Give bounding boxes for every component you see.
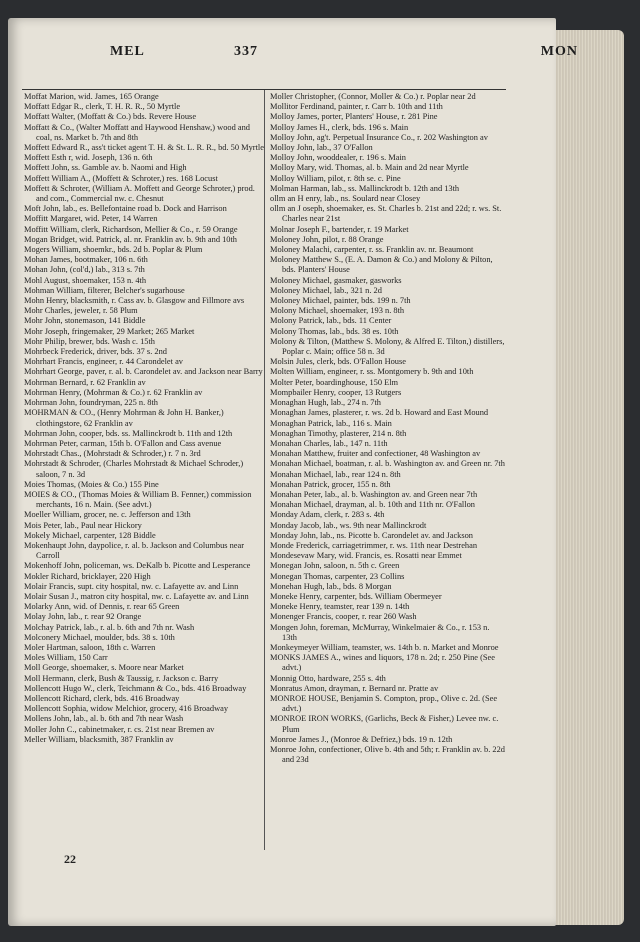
directory-entry: Mogers William, shoemkr., bds. 2d b. Poplar & Plum: [24, 245, 203, 255]
directory-entry: Monaghan Patrick, lab., 116 s. Main: [270, 418, 392, 428]
directory-entry: Monaghan Timothy, plasterer, 214 n. 8th: [270, 428, 407, 438]
directory-entry: MOHRMAN & CO., (Henry Mohrman & John H. Banker,) clothingstore, 62 Franklin av: [24, 408, 224, 428]
directory-entry: Monnig Otto, hardware, 255 s. 4th: [270, 673, 386, 683]
page-number: 337: [234, 44, 258, 59]
directory-entry: Monratus Amon, drayman, r. Bernard nr. Pratte av: [270, 683, 439, 693]
directory-entry: Moloney Michael, lab., 321 n. 2d: [270, 285, 382, 295]
directory-entry: Moneke Henry, teamster, rear 139 n. 14th: [270, 602, 410, 612]
directory-entry: MONROE HOUSE, Benjamin S. Compton, prop., Olive c. 2d. (See advt.): [270, 693, 498, 714]
directory-entry: Molay John, lab., r. rear 92 Orange: [24, 612, 142, 622]
directory-entry: Mohrman Bernard, r. 62 Franklin av: [24, 377, 146, 387]
directory-entry: Molloy William, pilot, r. 8th se. c. Pine: [270, 173, 401, 183]
directory-entry: Moller John C., cabinetmaker, r. cs. 21st near Bremen av: [24, 724, 215, 734]
directory-entry: Moler Hartman, saloon, 18th c. Warren: [24, 642, 156, 652]
directory-entry: Monday John, lab., ns. Picotte b. Carondelet av. and Jackson: [270, 530, 473, 540]
directory-entry: Mohrstadt & Schroder, (Charles Mohrstadt & Michael Schroder,) saloon, 7 n. 3d: [24, 459, 244, 479]
directory-entry: Mongen John, foreman, McMurray, Winkelmaier & Co., r. 153 n. 13th: [270, 622, 490, 642]
directory-entry: Moffett Edward R., ass't ticket agent T. H. & St. L. R. R., bd. 50 Myrtle: [24, 143, 264, 153]
directory-entry: Mohl August, shoemaker, 153 n. 4th: [24, 275, 147, 285]
directory-entry: Mohman William, filterer, Belcher's sugarhouse: [24, 285, 185, 295]
directory-entry: Mohrhart Francis, engineer, r. 44 Carondelet av: [24, 357, 183, 367]
directory-entry: Monday Jacob, lab., ws. 9th near Mallinckrodt: [270, 520, 427, 530]
directory-entry: Molloy John, lab., 37 O'Fallon: [270, 143, 373, 153]
directory-entry: Mohr Charles, jeweler, r. 58 Plum: [24, 306, 138, 316]
directory-entry: Moffett John, ss. Gamble av. b. Naomi and High: [24, 163, 187, 173]
directory-entry: Monaghan James, plasterer, r. ws. 2d b. Howard and East Mound: [270, 408, 489, 418]
directory-entry: Moffett Esth r, wid. Joseph, 136 n. 6th: [24, 153, 153, 163]
directory-entry: Moffatt Walter, (Moffatt & Co.) bds. Revere House: [24, 112, 197, 122]
directory-entry: Monahan Charles, lab., 147 n. 11th: [270, 438, 388, 448]
directory-entry: Moneke Henry, carpenter, bds. William Obermeyer: [270, 591, 442, 601]
directory-entry: Molter Peter, boardinghouse, 150 Elm: [270, 377, 399, 387]
directory-entry: Mohrbeck Frederick, driver, bds. 37 s. 2nd: [24, 347, 167, 357]
directory-entry: Molconery Michael, moulder, bds. 38 s. 10th: [24, 632, 175, 642]
directory-entry: Mompbailer Henry, cooper, 13 Rutgers: [270, 387, 402, 397]
right-column: [270, 92, 506, 765]
directory-entry: Molloy James H., clerk, bds. 196 s. Main: [270, 122, 409, 132]
directory-entry: Moloney Michael, painter, bds. 199 n. 7th: [270, 296, 411, 306]
directory-entry: Mollencott Richard, clerk, bds. 416 Broadway: [24, 693, 180, 703]
directory-entry: Moloney Michael, gasmaker, gasworks: [270, 275, 402, 285]
directory-entry: Meller William, blacksmith, 387 Franklin av: [24, 734, 174, 744]
directory-entry: Moffett William A., (Moffett & Schroter,) res. 168 Locust: [24, 173, 218, 183]
directory-entry: Moll George, shoemaker, s. Moore near Market: [24, 663, 184, 673]
directory-entry: Molony Patrick, lab., bds. 11 Center: [270, 316, 392, 326]
directory-entry: Moloney John, pilot, r. 88 Orange: [270, 234, 384, 244]
signature-mark: 22: [64, 852, 76, 866]
directory-entry: Mohan John, (col'd,) lab., 313 s. 7th: [24, 265, 145, 275]
directory-entry: Mohr Philip, brewer, bds. Wash c. 15th: [24, 336, 155, 346]
directory-entry: Monahan Michael, lab., rear 124 n. 8th: [270, 469, 401, 479]
directory-entry: Mokenhoff John, policeman, ws. DeKalb b. Picotte and Lesperance: [24, 561, 251, 571]
directory-entry: Mohrman John, foundryman, 225 n. 8th: [24, 398, 158, 408]
directory-entry: Moffatt & Co., (Walter Moffatt and Haywood Henshaw,) wood and coal, ns. Market b. 7th and 8th: [24, 122, 250, 142]
directory-entry: Monahan Matthew, fruiter and confectioner, 48 Washington av: [270, 449, 481, 459]
directory-entry: Mollitor Ferdinand, painter, r. Carr b. 10th and 11th: [270, 102, 443, 112]
directory-entry: Molloy John, ag't. Perpetual Insurance Co., r. 202 Washington av: [270, 132, 488, 142]
directory-entry: Monehan Hugh, lab., bds. 8 Morgan: [270, 581, 392, 591]
directory-entry: Monahan Michael, boatman, r. al. b. Washington av. and Green nr. 7th: [270, 459, 505, 469]
directory-entry: Molloy Mary, wid. Thomas, al. b. Main and 2d near Myrtle: [270, 163, 469, 173]
directory-entry: Moffitt William, clerk, Richardson, Mellier & Co., r. 59 Orange: [24, 224, 238, 234]
directory-entry: Monegan Thomas, carpenter, 23 Collins: [270, 571, 405, 581]
header-right-guide: MON: [540, 44, 578, 59]
directory-entry: ollm an J oseph, shoemaker, es. St. Charles b. 21st and 22d; r. ws. St. Charles near 21st: [270, 204, 502, 224]
directory-entry: Monaghan Hugh, lab., 274 n. 7th: [270, 398, 381, 408]
directory-entry: Molman Harman, lab., ss. Mallinckrodt b. 12th and 13th: [270, 183, 460, 193]
directory-entry: Monenger Francis, cooper, r. rear 260 Wash: [270, 612, 417, 622]
directory-entry: Monahan Peter, lab., al. b. Washington av. and Green near 7th: [270, 489, 478, 499]
left-column: [24, 92, 264, 745]
directory-entry: Molnar Joseph F., bartender, r. 19 Market: [270, 224, 409, 234]
directory-entry: Molony & Tilton, (Matthew S. Molony, & Alfred E. Tilton,) distillers, Poplar c. Main; office 58 n. 3d: [270, 336, 505, 357]
directory-entry: Moffett & Schroter, (William A. Moffett and George Schroter,) prod. and com., Commercial nw. c. Chesnut: [24, 183, 255, 204]
directory-entry: Mohn Henry, blacksmith, r. Cass av. b. Glasgow and Fillmore avs: [24, 296, 245, 306]
header-left-guide: MEL: [110, 44, 145, 59]
directory-entry: Moffat Marion, wid. James, 165 Orange: [24, 92, 159, 101]
directory-entry: Mohr John, stonemason, 141 Biddle: [24, 316, 146, 326]
directory-entry: Mokenhaupt John, daypolice, r. al. b. Jackson and Columbus near Carroll: [24, 540, 245, 561]
directory-entry: Monde Frederick, carriagetrimmer, r. ws. 11th near Destrehan: [270, 540, 478, 550]
directory-entry: Mohrman Peter, carman, 15th b. O'Fallon and Cass avenue: [24, 438, 222, 448]
directory-entry: Mohan James, bootmaker, 106 n. 6th: [24, 255, 148, 265]
directory-entry: Mokely Michael, carpenter, 128 Biddle: [24, 530, 156, 540]
directory-entry: Mollens John, lab., al. b. 6th and 7th near Wash: [24, 714, 184, 724]
directory-entry: MONKS JAMES A., wines and liquors, 178 n. 2d; r. 250 Pine (See advt.): [270, 653, 495, 673]
column-divider: [264, 90, 265, 850]
directory-entry: Moll Hermann, clerk, Bush & Taussig, r. Jackson c. Barry: [24, 673, 219, 683]
book-page-edge: [548, 30, 624, 925]
directory-entry: Molony Michael, shoemaker, 193 n. 8th: [270, 306, 405, 316]
directory-entry: Molair Francis, supt. city hospital, nw. c. Lafayette av. and Linn: [24, 581, 239, 591]
directory-entry: Monroe James J., (Monroe & Defriez,) bds. 19 n. 12th: [270, 734, 453, 744]
directory-entry: Mois Peter, lab., Paul near Hickory: [24, 520, 142, 530]
directory-entry: Monkeymeyer William, teamster, ws. 14th b. n. Market and Monroe: [270, 642, 499, 652]
directory-entry: ollm an H enry, lab., ns. Soulard near Closey: [270, 194, 421, 204]
directory-entry: Moeller William, grocer, ne. c. Jefferson and 13th: [24, 510, 191, 520]
directory-entry: Moies Thomas, (Moies & Co.) 155 Pine: [24, 479, 159, 489]
directory-entry: Mohrhart George, paver, r. al. b. Carondelet av. and Jackson near Barry: [24, 367, 263, 377]
directory-entry: Moles William, 150 Carr: [24, 653, 108, 663]
directory-entry: Monday Adam, clerk, r. 283 s. 4th: [270, 510, 385, 520]
directory-entry: MOIES & CO., (Thomas Moies & William B. Fenner,) commission merchants, 16 n. Main. (See advt.): [24, 489, 252, 510]
directory-entry: Monahan Patrick, grocer, 155 n. 8th: [270, 479, 391, 489]
directory-entry: Monroe John, confectioner, Olive b. 4th and 5th; r. Franklin av. b. 22d and 23d: [270, 745, 505, 765]
directory-entry: Mohrman Henry, (Mohrman & Co.) r. 62 Franklin av: [24, 387, 203, 397]
directory-entry: Molchay Patrick, lab., r. al. b. 6th and 7th nr. Wash: [24, 622, 195, 632]
directory-entry: Molsin Jules, clerk, bds. O'Fallon House: [270, 357, 406, 367]
directory-entry: Molloy John, wooddealer, r. 196 s. Main: [270, 153, 406, 163]
directory-entry: Mollencott Hugo W., clerk, Teichmann & Co., bds. 416 Broadway: [24, 683, 247, 693]
directory-entry: Monegan John, saloon, n. 5th c. Green: [270, 561, 400, 571]
directory-entry: Moller Christopher, (Connor, Moller & Co.) r. Poplar near 2d: [270, 92, 476, 101]
page-header: [14, 44, 622, 66]
directory-entry: Mogan Bridget, wid. Patrick, al. nr. Franklin av. b. 9th and 10th: [24, 234, 237, 244]
directory-entry: Moloney Malachi, carpenter, r. ss. Franklin av. nr. Beaumont: [270, 245, 474, 255]
directory-entry: Molony Thomas, lab., bds. 38 es. 10th: [270, 326, 399, 336]
directory-entry: Molair Susan J., matron city hospital, nw. c. Lafayette av. and Linn: [24, 591, 249, 601]
directory-entry: Monahan Michael, drayman, al. b. 10th and 11th nr. O'Fallon: [270, 500, 475, 510]
directory-entry: Mokler Richard, bricklayer, 220 High: [24, 571, 151, 581]
directory-entry: MONROE IRON WORKS, (Garlichs, Beck & Fisher,) Levee nw. c. Plum: [270, 714, 499, 734]
directory-entry: Mohrman John, cooper, bds. ss. Mallinckrodt b. 11th and 12th: [24, 428, 233, 438]
directory-entry: Moloney Matthew S., (E. A. Damon & Co.) and Molony & Pilton, bds. Planters' House: [270, 255, 493, 275]
directory-entry: Mollencott Sophia, widow Melchior, grocery, 416 Broadway: [24, 704, 229, 714]
directory-entry: Moffatt Edgar R., clerk, T. H. R. R., 50 Myrtle: [24, 102, 181, 112]
directory-entry: Mondesevaw Mary, wid. Francis, es. Rosatti near Emmet: [270, 551, 462, 561]
directory-entry: Moft John, lab., es. Bellefontaine road b. Dock and Harrison: [24, 204, 227, 214]
directory-entry: Molarky Ann, wid. of Dennis, r. rear 65 Green: [24, 602, 180, 612]
directory-entry: Mohrstadt Chas., (Mohrstadt & Schroder,) r. 7 n. 3rd: [24, 449, 201, 459]
directory-entry: Mohr Joseph, fringemaker, 29 Market; 265 Market: [24, 326, 195, 336]
directory-entry: Moffitt Margaret, wid. Peter, 14 Warren: [24, 214, 158, 224]
directory-entry: Molten William, engineer, r. ss. Montgomery b. 9th and 10th: [270, 367, 474, 377]
directory-entry: Molloy James, porter, Planters' House, r. 281 Pine: [270, 112, 438, 122]
